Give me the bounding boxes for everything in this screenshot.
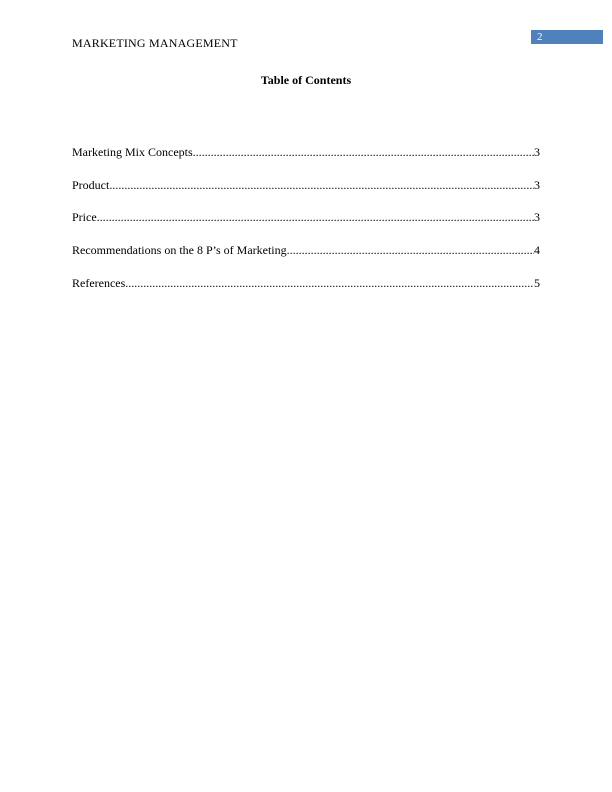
toc-dot-leader	[97, 209, 534, 225]
toc-entry-label: Product	[72, 177, 110, 192]
page-number-badge: 2	[531, 30, 603, 44]
toc-entry-label: Recommendations on the 8 P’s of Marketing	[72, 243, 287, 258]
toc-entry-product[interactable]	[72, 177, 540, 193]
toc-entry-label: Price	[72, 210, 97, 225]
running-head: MARKETING MANAGEMENT	[72, 36, 238, 50]
toc-entry-recommendations[interactable]	[72, 242, 540, 258]
toc-entry-page: 4	[534, 243, 540, 258]
toc-entry-label: Marketing Mix Concepts	[72, 145, 193, 159]
toc-dot-leader	[125, 275, 534, 291]
toc-dot-leader	[193, 144, 534, 160]
toc-entry-references[interactable]	[72, 275, 540, 291]
toc-entry-price[interactable]	[72, 209, 540, 225]
toc-title: Table of Contents	[260, 73, 352, 87]
toc-dot-leader	[109, 177, 534, 193]
toc-dot-leader	[287, 242, 534, 258]
toc-entry-page: 3	[534, 210, 540, 225]
toc-entry-page: 3	[534, 177, 540, 192]
toc-entry-marketing-mix-concepts[interactable]	[72, 144, 540, 160]
toc-entry-page: 3	[534, 145, 540, 159]
toc-list	[72, 144, 540, 307]
toc-entry-label: References	[72, 275, 126, 290]
toc-entry-page: 5	[534, 275, 540, 290]
